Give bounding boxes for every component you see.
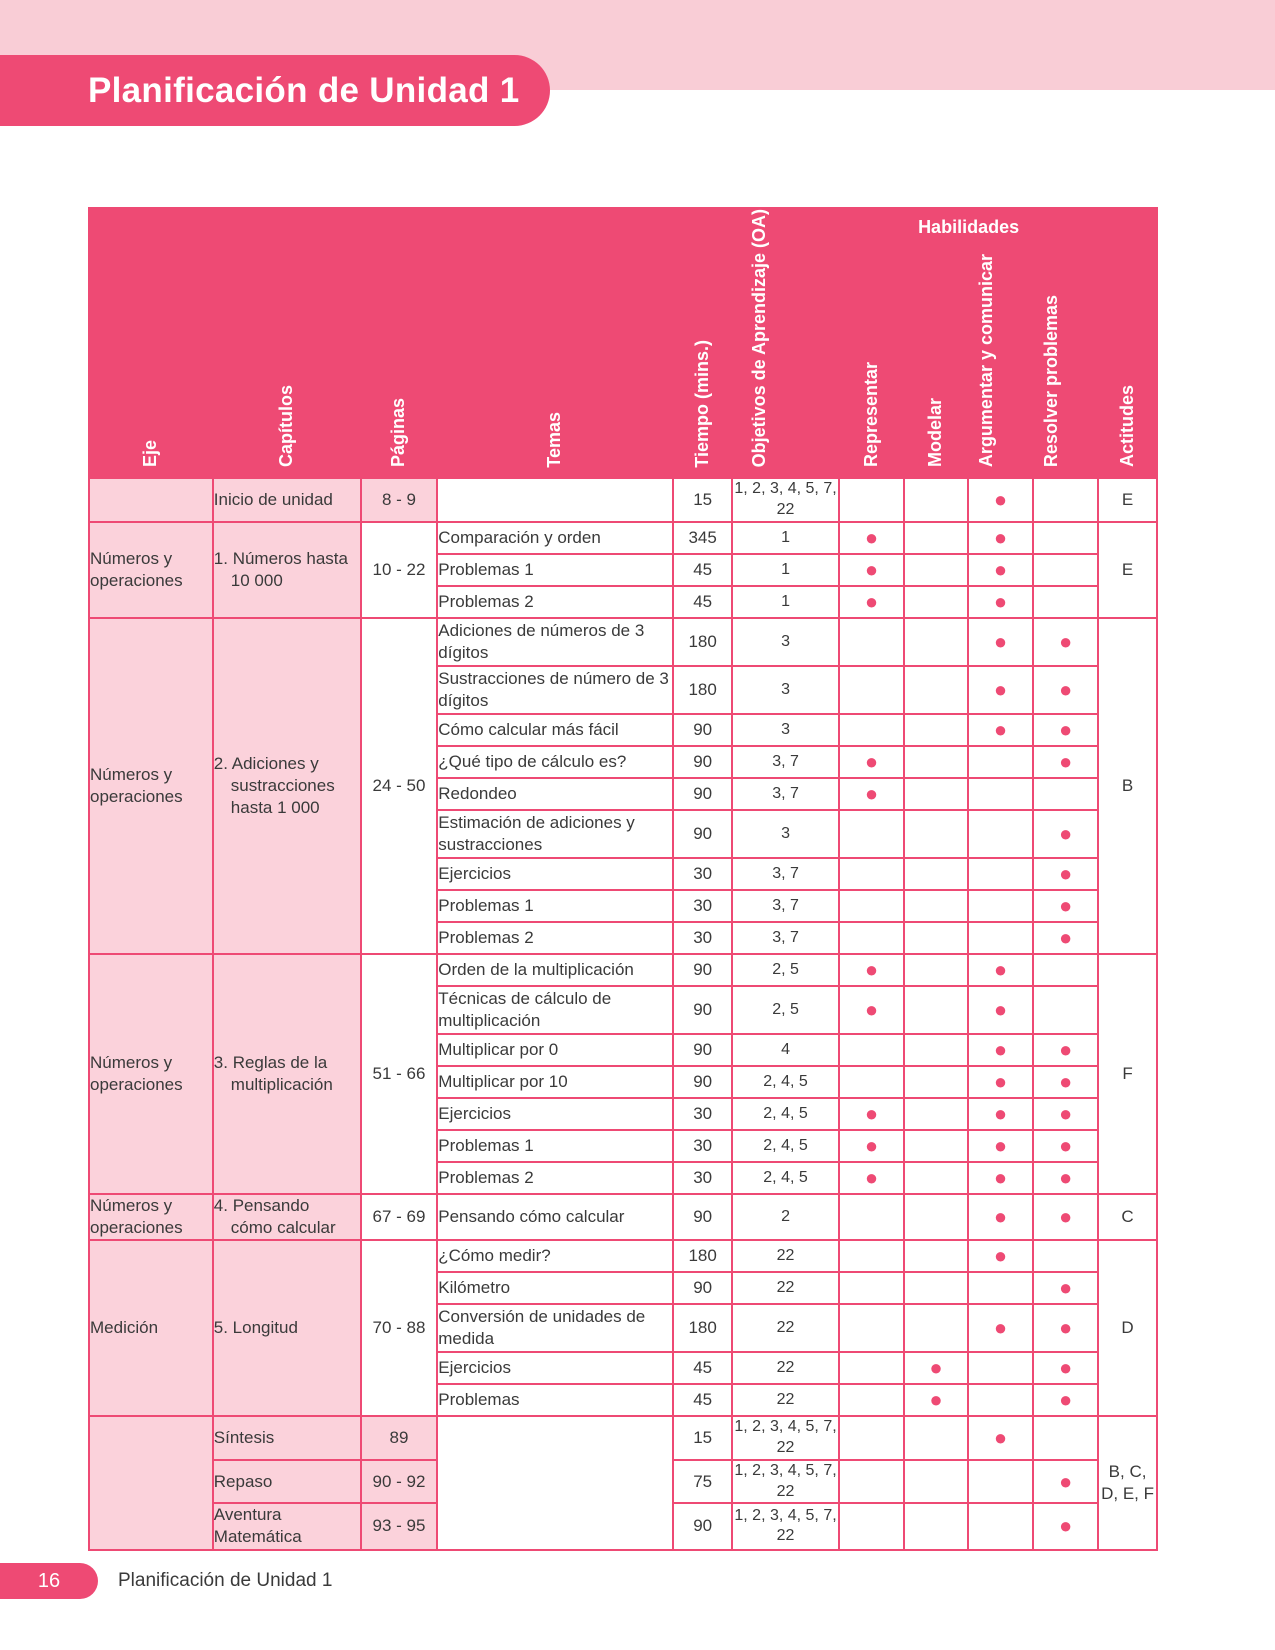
dot-mark: ● (968, 586, 1033, 618)
tema-cell: Problemas 1 (437, 554, 673, 586)
tiempo-cell: 30 (673, 922, 732, 954)
tiempo-cell: 90 (673, 1194, 732, 1240)
tiempo-cell: 90 (673, 1272, 732, 1304)
eje-cell: Números y operaciones (89, 954, 213, 1194)
table-row (89, 1416, 1157, 1460)
dot-mark: ● (1033, 1384, 1098, 1416)
oa-cell: 3 (732, 714, 839, 746)
oa-cell: 1 (732, 554, 839, 586)
header-row-1 (89, 208, 1157, 247)
oa-cell: 2, 5 (732, 954, 839, 986)
dot-mark: ● (839, 1162, 904, 1194)
capitulo-cell: Inicio de unidad (213, 478, 361, 522)
tiempo-cell: 180 (673, 666, 732, 714)
table-row (89, 478, 1157, 522)
dot-mark: ● (1033, 1066, 1098, 1098)
oa-cell: 1, 2, 3, 4, 5, 7, 22 (732, 1416, 839, 1460)
dot-mark: ● (1033, 666, 1098, 714)
tiempo-cell: 30 (673, 858, 732, 890)
tema-cell: Adiciones de números de 3 dígitos (437, 618, 673, 666)
oa-cell: 3 (732, 618, 839, 666)
oa-cell: 2, 4, 5 (732, 1098, 839, 1130)
footer-title: Planificación de Unidad 1 (118, 1570, 333, 1591)
tiempo-cell: 90 (673, 1503, 732, 1549)
dot-mark: ● (904, 1384, 968, 1416)
tema-cell: Cómo calcular más fácil (437, 714, 673, 746)
header-temas: Temas (437, 208, 673, 478)
eje-cell (89, 478, 213, 522)
dot-mark: ● (1033, 1194, 1098, 1240)
oa-cell: 22 (732, 1272, 839, 1304)
paginas-cell: 10 - 22 (361, 522, 438, 618)
dot-mark: ● (1033, 746, 1098, 778)
dot-mark: ● (968, 666, 1033, 714)
tiempo-cell: 30 (673, 1130, 732, 1162)
capitulo-cell: Síntesis (213, 1416, 361, 1460)
tema-cell: Redondeo (437, 778, 673, 810)
tema-cell: Problemas 2 (437, 922, 673, 954)
dot-mark: ● (1033, 1034, 1098, 1066)
oa-cell: 22 (732, 1304, 839, 1352)
paginas-cell: 67 - 69 (361, 1194, 438, 1240)
paginas-cell: 70 - 88 (361, 1240, 438, 1416)
actitudes-cell: C (1098, 1194, 1157, 1240)
capitulo-cell: 4. Pensando cómo calcular (213, 1194, 361, 1240)
dot-mark: ● (968, 1034, 1033, 1066)
oa-cell: 4 (732, 1034, 839, 1066)
tiempo-cell: 15 (673, 1416, 732, 1460)
dot-mark: ● (1033, 1460, 1098, 1504)
tema-cell: Multiplicar por 0 (437, 1034, 673, 1066)
dot-mark: ● (968, 986, 1033, 1034)
tema-cell: Ejercicios (437, 1098, 673, 1130)
oa-cell: 22 (732, 1384, 839, 1416)
header-eje: Eje (89, 208, 213, 478)
paginas-cell: 93 - 95 (361, 1503, 438, 1549)
tema-cell: Kilómetro (437, 1272, 673, 1304)
dot-mark: ● (1033, 618, 1098, 666)
header-capitulos: Capítulos (213, 208, 361, 478)
dot-mark: ● (839, 554, 904, 586)
header-tiempo: Tiempo (mins.) (673, 208, 732, 478)
eje-cell: Números y operaciones (89, 1194, 213, 1240)
oa-cell: 1, 2, 3, 4, 5, 7, 22 (732, 478, 839, 522)
tiempo-cell: 90 (673, 778, 732, 810)
oa-cell: 3 (732, 810, 839, 858)
oa-cell: 3, 7 (732, 746, 839, 778)
tema-cell: Problemas 2 (437, 586, 673, 618)
dot-mark: ● (968, 1130, 1033, 1162)
header-argumentar: Argumentar y comunicar (968, 247, 1033, 478)
oa-cell: 3, 7 (732, 922, 839, 954)
oa-cell: 2, 4, 5 (732, 1130, 839, 1162)
paginas-cell: 89 (361, 1416, 438, 1460)
capitulo-cell: Repaso (213, 1460, 361, 1504)
capitulo-cell: 3. Reglas de la multiplicación (213, 954, 361, 1194)
tiempo-cell: 180 (673, 1304, 732, 1352)
tiempo-cell: 75 (673, 1460, 732, 1504)
dot-mark: ● (1033, 1130, 1098, 1162)
capitulo-cell: Aventura Matemática (213, 1503, 361, 1549)
dot-mark: ● (1033, 1352, 1098, 1384)
oa-cell: 2 (732, 1194, 839, 1240)
dot-mark: ● (1033, 810, 1098, 858)
header-paginas: Páginas (361, 208, 438, 478)
tiempo-cell: 30 (673, 1162, 732, 1194)
eje-cell: Números y operaciones (89, 618, 213, 954)
tema-cell: Problemas 2 (437, 1162, 673, 1194)
dot-mark: ● (968, 522, 1033, 554)
oa-cell: 1 (732, 586, 839, 618)
paginas-cell: 8 - 9 (361, 478, 438, 522)
tiempo-cell: 180 (673, 618, 732, 666)
header-modelar: Modelar (904, 247, 968, 478)
page-title: Planificación de Unidad 1 (88, 70, 520, 110)
dot-mark: ● (839, 1098, 904, 1130)
dot-mark: ● (1033, 1272, 1098, 1304)
tiempo-cell: 30 (673, 890, 732, 922)
oa-cell: 3, 7 (732, 778, 839, 810)
oa-cell: 2, 4, 5 (732, 1162, 839, 1194)
tema-cell: Problemas 1 (437, 890, 673, 922)
oa-cell: 3, 7 (732, 858, 839, 890)
tema-cell: Orden de la multiplicación (437, 954, 673, 986)
dot-mark: ● (1033, 1162, 1098, 1194)
tiempo-cell: 90 (673, 714, 732, 746)
tema-cell (437, 1416, 673, 1549)
dot-mark: ● (968, 714, 1033, 746)
tiempo-cell: 30 (673, 1098, 732, 1130)
dot-mark: ● (1033, 890, 1098, 922)
paginas-cell: 24 - 50 (361, 618, 438, 954)
oa-cell: 3 (732, 666, 839, 714)
header-habilidades: Habilidades (839, 208, 1098, 247)
actitudes-cell: B (1098, 618, 1157, 954)
header-actitudes: Actitudes (1098, 208, 1157, 478)
dot-mark: ● (968, 1098, 1033, 1130)
dot-mark: ● (839, 986, 904, 1034)
dot-mark: ● (839, 954, 904, 986)
tiempo-cell: 180 (673, 1240, 732, 1272)
header-representar: Representar (839, 247, 904, 478)
oa-cell: 1 (732, 522, 839, 554)
tiempo-cell: 90 (673, 746, 732, 778)
tema-cell: Problemas (437, 1384, 673, 1416)
tiempo-cell: 90 (673, 954, 732, 986)
dot-mark: ● (968, 1194, 1033, 1240)
tema-cell: ¿Qué tipo de cálculo es? (437, 746, 673, 778)
oa-cell: 2, 4, 5 (732, 1066, 839, 1098)
tiempo-cell: 45 (673, 586, 732, 618)
table-row (89, 1240, 1157, 1272)
dot-mark: ● (968, 618, 1033, 666)
tiempo-cell: 90 (673, 986, 732, 1034)
dot-mark: ● (968, 1162, 1033, 1194)
oa-cell: 3, 7 (732, 890, 839, 922)
dot-mark: ● (968, 1066, 1033, 1098)
dot-mark: ● (839, 1130, 904, 1162)
capitulo-cell: 5. Longitud (213, 1240, 361, 1416)
tiempo-cell: 45 (673, 1384, 732, 1416)
oa-cell: 22 (732, 1352, 839, 1384)
tema-cell: Pensando cómo calcular (437, 1194, 673, 1240)
dot-mark: ● (968, 554, 1033, 586)
tema-cell: Problemas 1 (437, 1130, 673, 1162)
dot-mark: ● (968, 1240, 1033, 1272)
tiempo-cell: 45 (673, 1352, 732, 1384)
table-row (89, 954, 1157, 986)
paginas-cell: 90 - 92 (361, 1460, 438, 1504)
capitulo-cell: 2. Adiciones y sustracciones hasta 1 000 (213, 618, 361, 954)
title-banner (0, 55, 550, 126)
oa-cell: 1, 2, 3, 4, 5, 7, 22 (732, 1503, 839, 1549)
page-number-badge: 16 (0, 1563, 98, 1599)
tema-cell: Estimación de adiciones y sustracciones (437, 810, 673, 858)
dot-mark: ● (1033, 858, 1098, 890)
header-objetivos: Objetivos de Aprendizaje (OA) (732, 208, 839, 478)
capitulo-cell: 1. Números hasta 10 000 (213, 522, 361, 618)
tiempo-cell: 90 (673, 810, 732, 858)
dot-mark: ● (1033, 922, 1098, 954)
tema-cell: Sustracciones de número de 3 dígitos (437, 666, 673, 714)
header-resolver: Resolver problemas (1033, 247, 1098, 478)
dot-mark: ● (839, 746, 904, 778)
tiempo-cell: 90 (673, 1066, 732, 1098)
tema-cell: Comparación y orden (437, 522, 673, 554)
actitudes-cell: E (1098, 522, 1157, 618)
tiempo-cell: 90 (673, 1034, 732, 1066)
dot-mark: ● (968, 1304, 1033, 1352)
dot-mark: ● (968, 1416, 1033, 1460)
dot-mark: ● (839, 778, 904, 810)
dot-mark: ● (968, 478, 1033, 522)
dot-mark: ● (839, 586, 904, 618)
tema-cell: Conversión de unidades de medida (437, 1304, 673, 1352)
dot-mark: ● (1033, 1503, 1098, 1549)
actitudes-cell: B, C, D, E, F (1098, 1416, 1157, 1549)
tiempo-cell: 45 (673, 554, 732, 586)
oa-cell: 2, 5 (732, 986, 839, 1034)
table-row (89, 618, 1157, 666)
dot-mark: ● (904, 1352, 968, 1384)
tema-cell: ¿Cómo medir? (437, 1240, 673, 1272)
eje-cell: Medición (89, 1240, 213, 1416)
oa-cell: 22 (732, 1240, 839, 1272)
paginas-cell: 51 - 66 (361, 954, 438, 1194)
actitudes-cell: D (1098, 1240, 1157, 1416)
table-row (89, 522, 1157, 554)
actitudes-cell: F (1098, 954, 1157, 1194)
dot-mark: ● (1033, 714, 1098, 746)
tiempo-cell: 15 (673, 478, 732, 522)
tema-cell: Ejercicios (437, 858, 673, 890)
dot-mark: ● (1033, 1098, 1098, 1130)
planning-table (88, 207, 1158, 1551)
dot-mark: ● (839, 522, 904, 554)
tiempo-cell: 345 (673, 522, 732, 554)
dot-mark: ● (968, 954, 1033, 986)
tema-cell: Ejercicios (437, 1352, 673, 1384)
tema-cell: Multiplicar por 10 (437, 1066, 673, 1098)
table-row (89, 1194, 1157, 1240)
actitudes-cell: E (1098, 478, 1157, 522)
eje-cell: Números y operaciones (89, 522, 213, 618)
oa-cell: 1, 2, 3, 4, 5, 7, 22 (732, 1460, 839, 1504)
tema-cell: Técnicas de cálculo de multiplicación (437, 986, 673, 1034)
tema-cell (437, 478, 673, 522)
eje-cell (89, 1416, 213, 1549)
dot-mark: ● (1033, 1304, 1098, 1352)
